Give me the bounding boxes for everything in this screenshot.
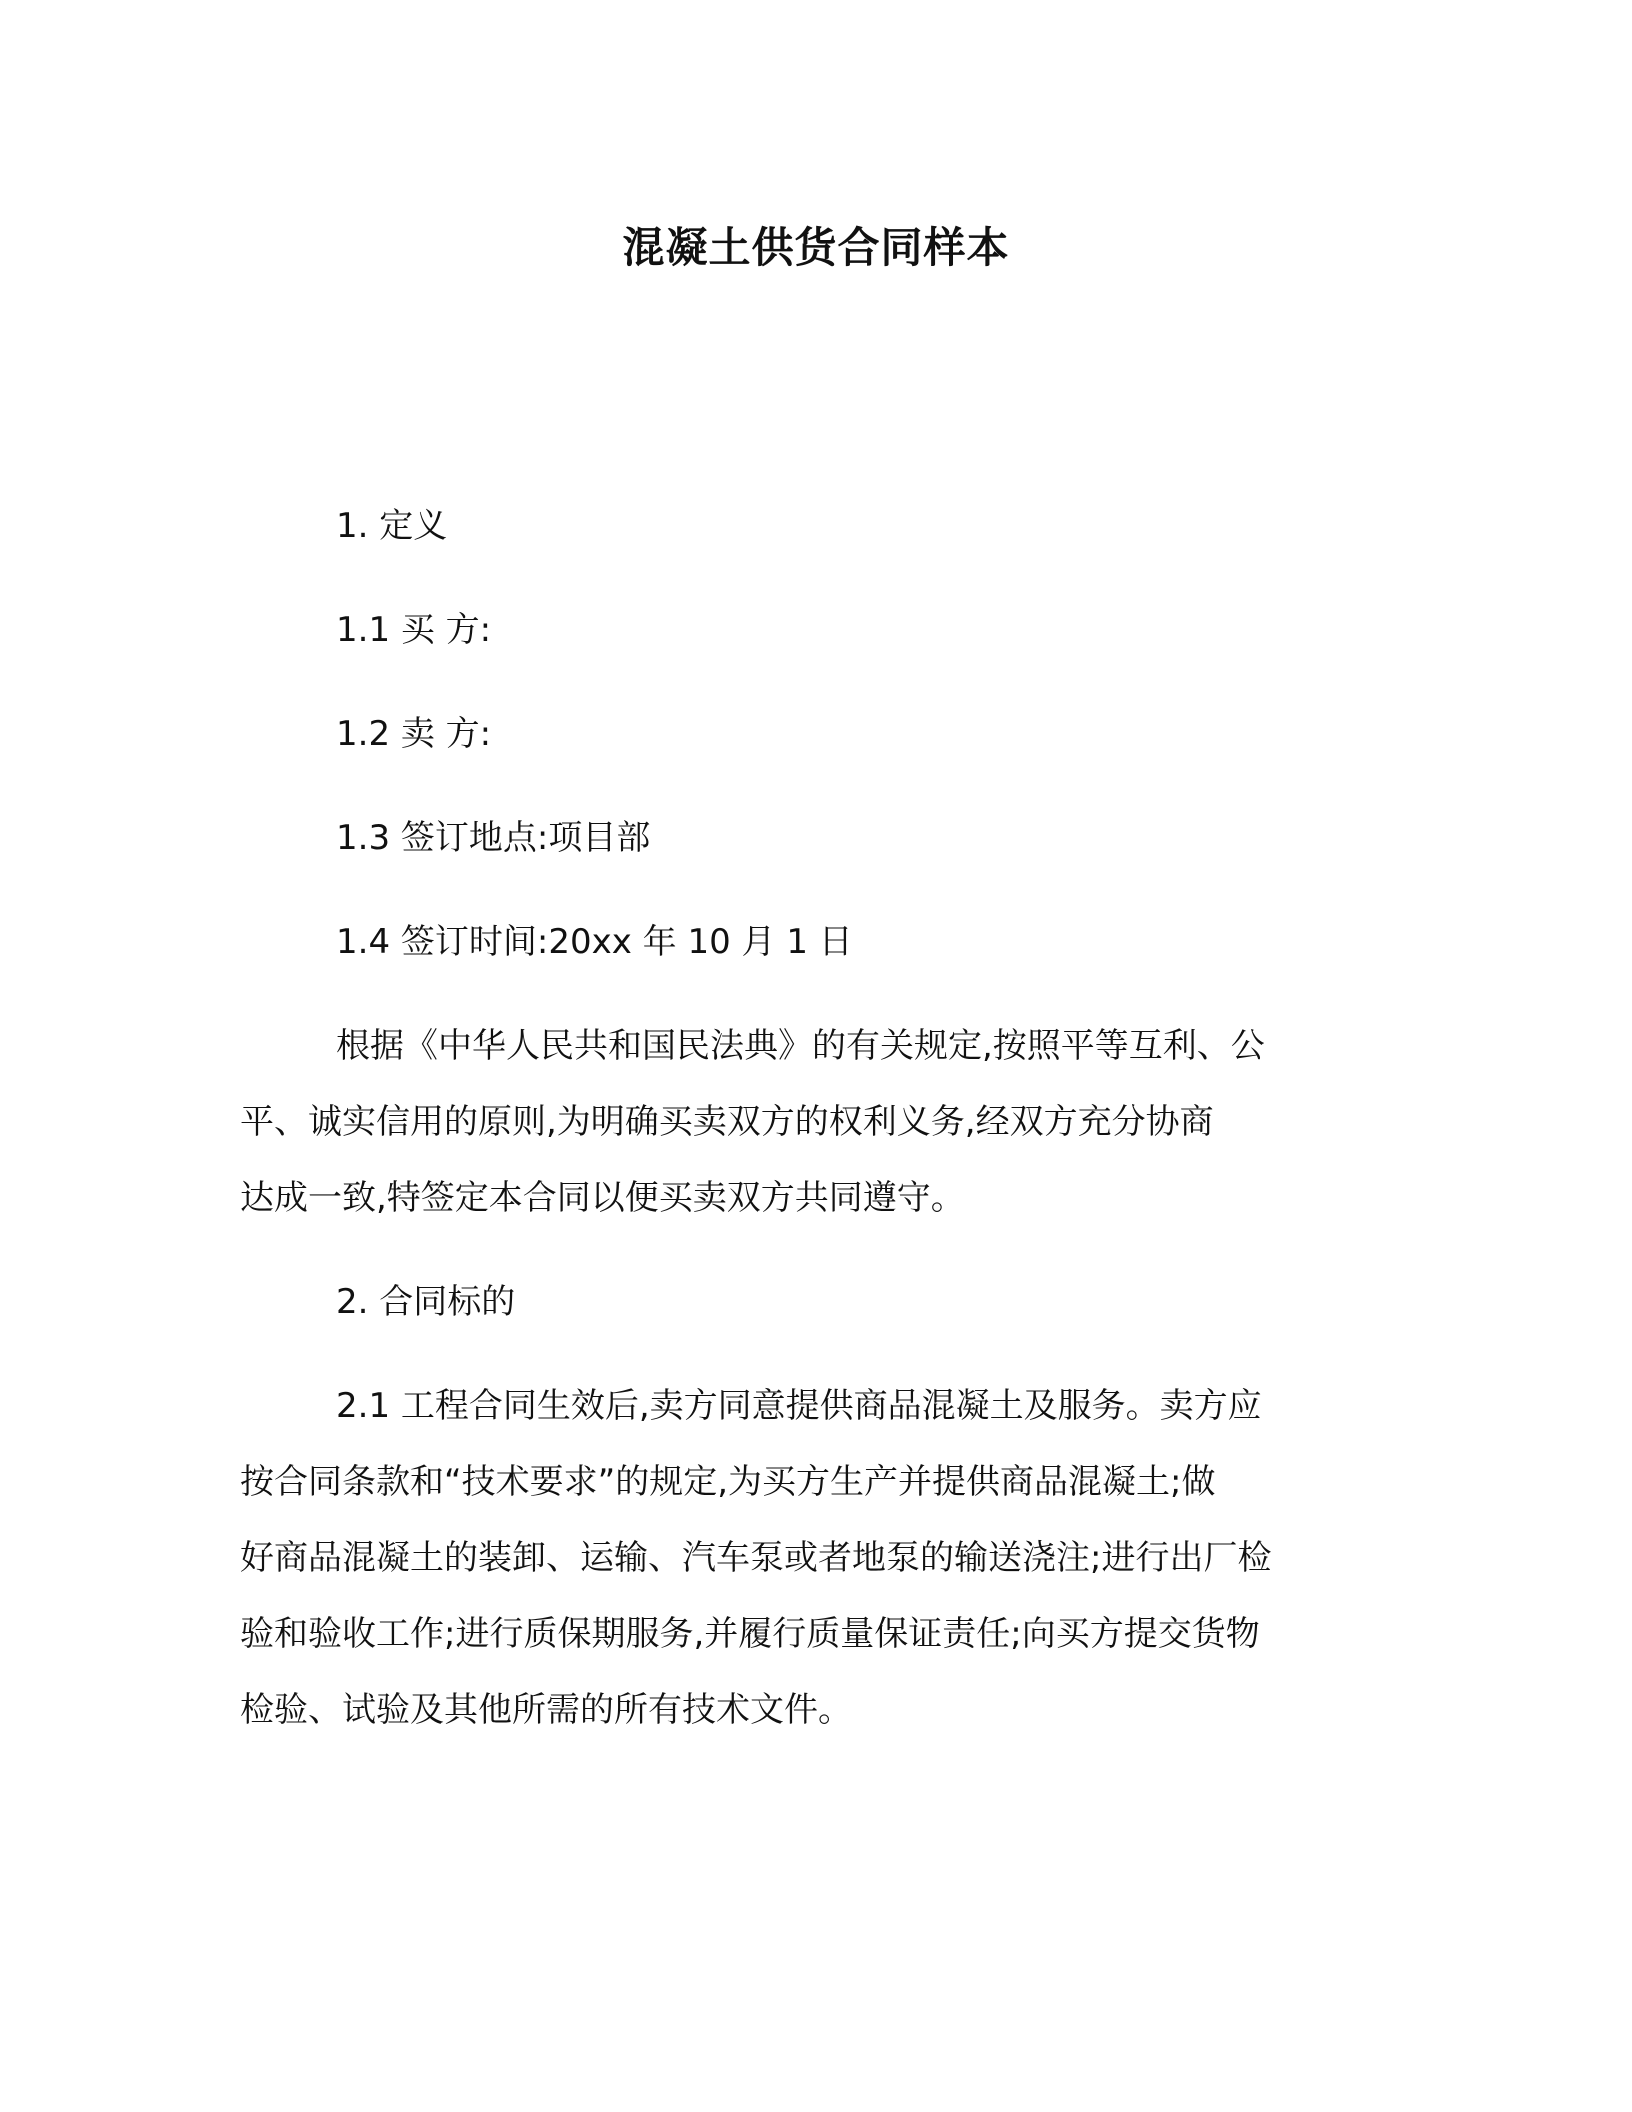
preamble-line: 达成一致,特签定本合同以便买卖双方共同遵守。 bbox=[240, 1178, 965, 1218]
document-body bbox=[240, 488, 1390, 1788]
seller-line: 1.2 卖 方: bbox=[336, 714, 492, 754]
preamble-line: 根据《中华人民共和国民法典》的有关规定,按照平等互利、公 bbox=[336, 1026, 1265, 1066]
section-2-heading: 2. 合同标的 bbox=[336, 1282, 516, 1322]
clause-2-1-line: 2.1 工程合同生效后,卖方同意提供商品混凝土及服务。卖方应 bbox=[336, 1386, 1262, 1426]
clause-2-1-line: 验和验收工作;进行质保期服务,并履行质量保证责任;向买方提交货物 bbox=[240, 1614, 1260, 1654]
clause-2-1-line: 检验、试验及其他所需的所有技术文件。 bbox=[240, 1690, 852, 1730]
section-1-heading: 1. 定义 bbox=[336, 506, 448, 546]
signing-place-line: 1.3 签订地点:项目部 bbox=[336, 818, 651, 858]
buyer-line: 1.1 买 方: bbox=[336, 610, 492, 650]
clause-2-1-line: 按合同条款和“技术要求”的规定,为买方生产并提供商品混凝土;做 bbox=[240, 1462, 1216, 1502]
preamble-line: 平、诚实信用的原则,为明确买卖双方的权利义务,经双方充分协商 bbox=[240, 1102, 1214, 1142]
document-title: 混凝土供货合同样本 bbox=[622, 223, 1010, 272]
clause-2-1-line: 好商品混凝土的装卸、运输、汽车泵或者地泵的输送浇注;进行出厂检 bbox=[240, 1538, 1272, 1578]
signing-time-line: 1.4 签订时间:20xx 年 10 月 1 日 bbox=[336, 922, 853, 962]
